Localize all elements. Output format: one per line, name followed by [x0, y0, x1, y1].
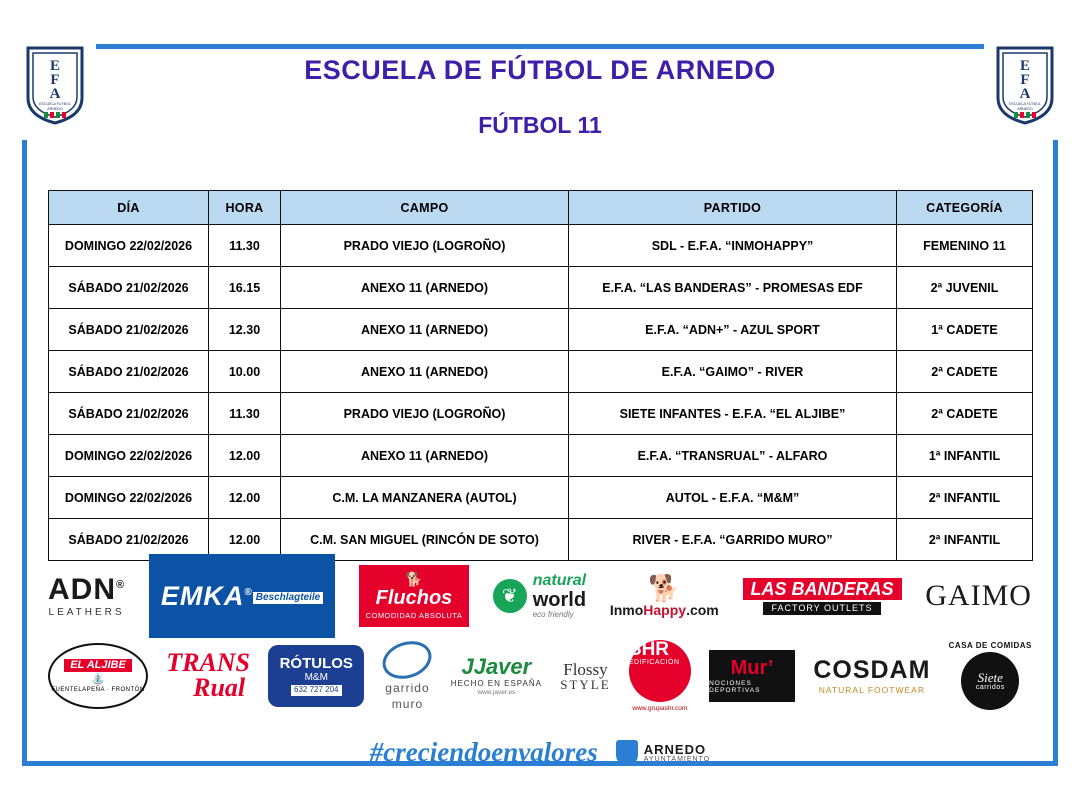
cell-campo: PRADO VIEJO (LOGROÑO) — [281, 393, 569, 435]
javer-leaf-icon: J — [461, 653, 474, 679]
cell-partido: SDL - E.F.A. “INMOHAPPY” — [569, 225, 897, 267]
cell-hora: 12.00 — [209, 477, 281, 519]
page-title: ESCUELA DE FÚTBOL DE ARNEDO — [304, 55, 776, 85]
shr-edificacion-logo — [629, 638, 691, 714]
ayuntamiento-line2: AYUNTAMIENTO — [643, 755, 711, 763]
cell-categoria: 2ª INFANTIL — [897, 477, 1033, 519]
mur-accent-icon: ’ — [768, 657, 774, 679]
poster-header — [32, 55, 1048, 139]
cell-hora: 10.00 — [209, 351, 281, 393]
cell-categoria: 2ª CADETE — [897, 393, 1033, 435]
garrido-muro-logo — [382, 638, 432, 714]
cell-hora: 11.30 — [209, 393, 281, 435]
emka-logo — [149, 554, 335, 638]
pointer-dog-icon: 🐕 — [648, 573, 681, 603]
cell-partido: E.F.A. “LAS BANDERAS” - PROMESAS EDF — [569, 267, 897, 309]
shr-line2: EDIFICACIÓN — [628, 659, 680, 666]
cell-campo: PRADO VIEJO (LOGROÑO) — [281, 225, 569, 267]
cell-partido: RIVER - E.F.A. “GARRIDO MURO” — [569, 519, 897, 561]
cell-partido: SIETE INFANTES - E.F.A. “EL ALJIBE” — [569, 393, 897, 435]
cell-dia: SÁBADO 21/02/2026 — [49, 519, 209, 561]
svg-text:A: A — [1019, 86, 1031, 102]
svg-text:E: E — [1019, 58, 1031, 74]
column-header-hora: HORA — [209, 191, 281, 225]
sponsor-row-2 — [48, 638, 1032, 714]
svg-text:ESCUELA FUTBOL: ESCUELA FUTBOL — [1009, 102, 1041, 106]
cell-partido: E.F.A. “ADN+” - AZUL SPORT — [569, 309, 897, 351]
mur-line2: NOCIONES DEPORTIVAS — [709, 680, 761, 694]
poster-footer — [0, 737, 1080, 768]
cell-dia: SÁBADO 21/02/2026 — [49, 267, 209, 309]
cell-dia: DOMINGO 22/02/2026 — [49, 435, 209, 477]
fluchos-logo — [359, 565, 469, 627]
leaf-icon: ❦ — [493, 579, 527, 613]
las-banderas-logo — [743, 560, 902, 632]
column-header-dia: DÍA — [49, 191, 209, 225]
cell-dia: DOMINGO 22/02/2026 — [49, 477, 209, 519]
trans-rual-line1: TRANS — [166, 648, 251, 678]
cell-hora: 11.30 — [209, 225, 281, 267]
el-aljibe-line2: FUENTELAPEÑA · FRONTÓN — [51, 687, 145, 693]
rotulos-mym-logo — [268, 645, 364, 707]
flossy-style-logo — [560, 638, 610, 714]
trans-rual-line2: Rual — [193, 673, 246, 702]
adn-leathers-logo — [48, 560, 125, 632]
table-row — [49, 351, 1033, 393]
siete-line1: Siete — [977, 670, 1003, 685]
natural-world-line3: eco friendly — [532, 609, 574, 619]
cell-categoria: 1ª CADETE — [897, 309, 1033, 351]
mur-logo — [709, 650, 795, 702]
javer-line2: HECHO EN ESPAÑA — [450, 678, 542, 688]
cell-categoria: 2ª JUVENIL — [897, 267, 1033, 309]
arnedo-shield-icon — [616, 740, 638, 766]
adn-logo-sup: ® — [116, 578, 126, 591]
rotulos-line3: 632 727 204 — [291, 685, 342, 696]
cell-campo: ANEXO 11 (ARNEDO) — [281, 267, 569, 309]
greyhound-icon: 🐕 — [405, 571, 423, 588]
cell-dia: DOMINGO 22/02/2026 — [49, 225, 209, 267]
cell-partido: AUTOL - E.F.A. “M&M” — [569, 477, 897, 519]
flossy-line1: Flossy — [563, 660, 608, 679]
adn-logo-subtext: LEATHERS — [48, 606, 125, 618]
el-aljibe-line1: EL ALJIBE — [64, 659, 132, 672]
emka-logo-subtext: Beschlagteile — [253, 592, 323, 604]
svg-text:F: F — [50, 72, 60, 88]
cell-dia: SÁBADO 21/02/2026 — [49, 351, 209, 393]
rotulos-line2: M&M — [304, 672, 328, 684]
ayuntamiento-logo — [616, 740, 710, 766]
well-icon: ⛲ — [91, 673, 105, 685]
mur-line1: Mur — [730, 657, 769, 679]
natural-world-line2: world — [532, 588, 587, 611]
cosdam-logo — [813, 638, 930, 714]
svg-text:ESCUELA FUTBOL: ESCUELA FUTBOL — [39, 102, 71, 106]
matches-table-wrapper — [48, 190, 1032, 561]
svg-text:ARNEDO: ARNEDO — [1017, 107, 1033, 111]
page-subtitle: FÚTBOL 11 — [478, 112, 602, 138]
inmohappy-line1: Inmo — [609, 602, 644, 618]
garrido-line1: garrido — [385, 681, 430, 695]
cell-campo: C.M. LA MANZANERA (AUTOL) — [281, 477, 569, 519]
table-row — [49, 225, 1033, 267]
inmohappy-logo — [610, 560, 719, 632]
gaimo-logo: GAIMO — [925, 579, 1032, 612]
svg-text:ARNEDO: ARNEDO — [47, 107, 63, 111]
table-row — [49, 309, 1033, 351]
cell-campo: C.M. SAN MIGUEL (RINCÓN DE SOTO) — [281, 519, 569, 561]
fluchos-logo-subtext: COMODIDAD ABSOLUTA — [365, 611, 463, 621]
fluchos-logo-text: Fluchos — [375, 587, 453, 610]
rotulos-line1: RÓTULOS — [279, 654, 353, 672]
cell-hora: 12.00 — [209, 519, 281, 561]
natural-world-logo — [493, 560, 586, 632]
trans-rual-logo — [166, 638, 250, 714]
ayuntamiento-line1: ARNEDO — [643, 741, 707, 757]
siete-line2: carridos — [975, 684, 1005, 691]
cell-campo: ANEXO 11 (ARNEDO) — [281, 309, 569, 351]
las-banderas-line1: LAS BANDERAS — [743, 578, 902, 600]
column-header-categoria: CATEGORÍA — [897, 191, 1033, 225]
column-header-partido: PARTIDO — [569, 191, 897, 225]
inmohappy-line3: .com — [686, 602, 719, 618]
emka-logo-sup: ® — [244, 586, 253, 598]
efa-crest-icon-left — [24, 44, 86, 126]
table-row — [49, 393, 1033, 435]
table-row — [49, 435, 1033, 477]
inmohappy-line2: Happy — [643, 602, 687, 618]
matches-table — [48, 190, 1033, 561]
cell-hora: 12.00 — [209, 435, 281, 477]
cell-partido: E.F.A. “GAIMO” - RIVER — [569, 351, 897, 393]
efa-crest-icon-right — [994, 44, 1056, 126]
flossy-line2: STYLE — [560, 677, 611, 692]
las-banderas-line2: FACTORY OUTLETS — [763, 602, 880, 615]
cell-hora: 16.15 — [209, 267, 281, 309]
cell-categoria: 2ª CADETE — [897, 351, 1033, 393]
svg-text:A: A — [49, 86, 61, 102]
hashtag-slogan: #creciendoenvalores — [369, 737, 598, 767]
javer-line3: www.javer.es — [477, 688, 516, 696]
cell-hora: 12.30 — [209, 309, 281, 351]
cell-partido: E.F.A. “TRANSRUAL” - ALFARO — [569, 435, 897, 477]
column-header-campo: CAMPO — [281, 191, 569, 225]
natural-world-line1: natural — [532, 571, 587, 589]
table-row — [49, 267, 1033, 309]
emka-logo-text: EMKA — [160, 580, 245, 611]
sponsor-row-1 — [48, 560, 1032, 632]
garrido-line2: muro — [391, 697, 424, 711]
sponsors-section — [48, 560, 1032, 714]
cell-categoria: 2ª INFANTIL — [897, 519, 1033, 561]
svg-text:F: F — [1020, 72, 1030, 88]
siete-line0: CASA DE COMIDAS — [948, 641, 1032, 650]
cell-categoria: 1ª INFANTIL — [897, 435, 1033, 477]
siete-garridos-logo — [949, 638, 1032, 714]
shr-line1: SHR — [628, 639, 670, 660]
cosdam-line2: NATURAL FOOTWEAR — [818, 684, 925, 695]
cell-campo: ANEXO 11 (ARNEDO) — [281, 435, 569, 477]
cell-dia: SÁBADO 21/02/2026 — [49, 393, 209, 435]
cell-categoria: FEMENINO 11 — [897, 225, 1033, 267]
table-row — [49, 477, 1033, 519]
svg-text:E: E — [49, 58, 61, 74]
ring-icon — [378, 635, 437, 685]
shr-line3: www.grupashr.com — [632, 705, 688, 712]
cosdam-line1: COSDAM — [813, 655, 931, 684]
table-header-row — [49, 191, 1033, 225]
cell-dia: SÁBADO 21/02/2026 — [49, 309, 209, 351]
el-aljibe-logo — [48, 643, 148, 709]
cell-campo: ANEXO 11 (ARNEDO) — [281, 351, 569, 393]
javer-line1: Javer — [473, 653, 532, 679]
adn-logo-text: ADN — [48, 572, 116, 606]
javer-logo — [451, 638, 542, 714]
